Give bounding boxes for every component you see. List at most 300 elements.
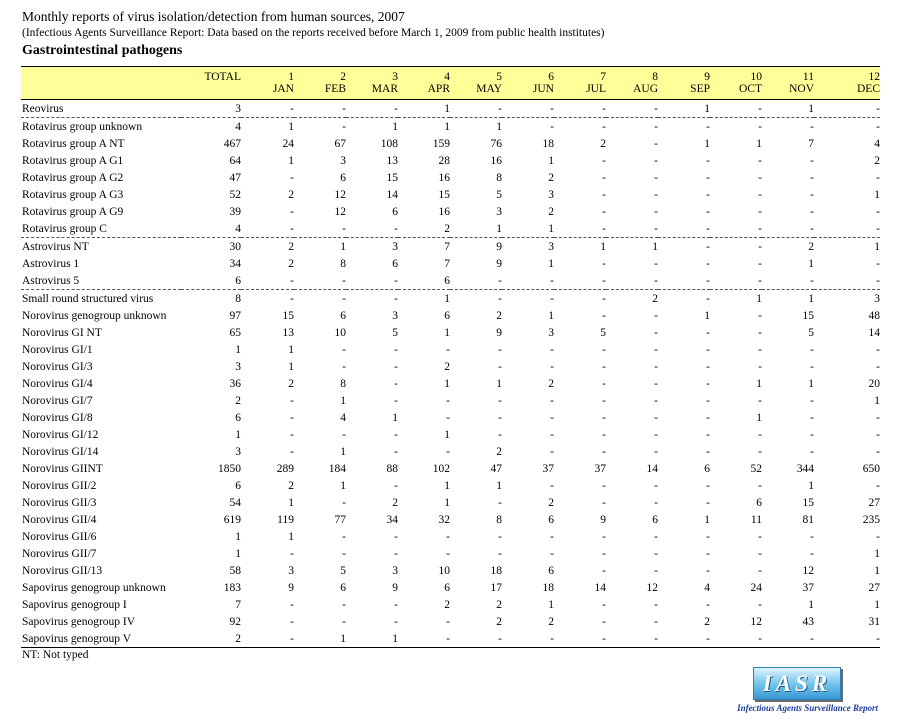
month-cell: -: [758, 564, 762, 577]
month-cell: -: [876, 274, 880, 287]
month-cell: 37: [542, 462, 554, 475]
month-cell: -: [502, 630, 554, 648]
month-cell: 47: [490, 462, 502, 475]
total-cell: 2: [181, 630, 241, 648]
month-cell: 2: [548, 615, 554, 628]
month-cell: -: [706, 360, 710, 373]
header-month-number: 3: [346, 67, 398, 84]
month-cell: 15: [438, 188, 450, 201]
month-cell: -: [810, 394, 814, 407]
pathogen-name: Norovirus GI/12: [22, 428, 99, 441]
month-cell: 1: [346, 118, 398, 136]
month-cell: 119: [277, 513, 294, 526]
month-cell: -: [550, 547, 554, 560]
month-cell: 18: [542, 137, 554, 150]
month-cell: 24: [750, 581, 762, 594]
month-cell: -: [706, 479, 710, 492]
total-cell: 6: [235, 274, 241, 287]
pathogen-name: Norovirus GII/7: [22, 547, 97, 560]
month-cell: -: [554, 118, 606, 136]
month-cell: -: [606, 118, 658, 136]
month-cell: -: [876, 222, 880, 235]
month-cell: -: [446, 394, 450, 407]
month-cell: 1: [704, 513, 710, 526]
month-cell: 1: [704, 309, 710, 322]
header-month-number: 6: [502, 67, 554, 84]
month-cell: 1: [808, 377, 814, 390]
month-cell: -: [394, 547, 398, 560]
month-cell: 2: [496, 598, 502, 611]
header-month-name: MAY: [450, 83, 502, 100]
total-cell: 1850: [218, 462, 241, 475]
month-cell: 3: [288, 564, 294, 577]
month-cell: 3: [340, 154, 346, 167]
table-row: [21, 324, 880, 341]
pathogen-name: Rotavirus group C: [22, 222, 107, 235]
month-cell: -: [706, 205, 710, 218]
table-row: [21, 426, 880, 443]
month-cell: -: [241, 290, 294, 308]
month-cell: 344: [796, 462, 814, 475]
month-cell: -: [658, 238, 710, 256]
month-cell: -: [710, 238, 762, 256]
month-cell: -: [654, 257, 658, 270]
month-cell: 1: [548, 154, 554, 167]
pathogen-name: Rotavirus group A G1: [22, 154, 124, 167]
month-cell: 81: [802, 513, 814, 526]
pathogen-name: Rotavirus group unknown: [21, 118, 181, 136]
month-cell: 1: [606, 238, 658, 256]
month-cell: -: [654, 154, 658, 167]
month-cell: -: [876, 343, 880, 356]
month-cell: -: [758, 205, 762, 218]
month-cell: 10: [438, 564, 450, 577]
month-cell: -: [550, 479, 554, 492]
table-row: [21, 511, 880, 528]
month-cell: -: [290, 598, 294, 611]
month-cell: 9: [496, 326, 502, 339]
month-cell: 43: [802, 615, 814, 628]
table-row: [21, 545, 880, 562]
month-cell: 17: [490, 581, 502, 594]
month-cell: 6: [652, 513, 658, 526]
pathogen-name: Astrovirus 1: [22, 257, 80, 270]
total-cell: 3: [235, 360, 241, 373]
month-cell: 102: [432, 462, 450, 475]
month-cell: 9: [288, 581, 294, 594]
total-cell: 64: [229, 154, 241, 167]
month-cell: 10: [334, 326, 346, 339]
month-cell: -: [554, 630, 606, 648]
month-cell: 1: [450, 118, 502, 136]
month-cell: 184: [328, 462, 346, 475]
month-cell: -: [342, 547, 346, 560]
month-cell: 6: [392, 205, 398, 218]
month-cell: 12: [750, 615, 762, 628]
month-cell: 1: [808, 598, 814, 611]
month-cell: -: [550, 102, 554, 115]
month-cell: -: [758, 530, 762, 543]
month-cell: -: [654, 479, 658, 492]
month-cell: 14: [868, 326, 880, 339]
month-cell: 2: [762, 238, 814, 256]
total-cell: 183: [223, 581, 241, 594]
month-cell: 1: [496, 479, 502, 492]
total-cell: 52: [229, 188, 241, 201]
month-cell: -: [758, 154, 762, 167]
table-row: [21, 118, 880, 136]
month-cell: 108: [380, 137, 398, 150]
month-cell: -: [290, 428, 294, 441]
month-cell: 6: [756, 496, 762, 509]
pathogen-name: Astrovirus 5: [22, 274, 80, 287]
month-cell: -: [876, 257, 880, 270]
month-cell: -: [394, 428, 398, 441]
month-cell: -: [810, 154, 814, 167]
month-cell: 3: [814, 290, 880, 308]
pathogen-name: Norovirus GIINT: [22, 462, 103, 475]
total-cell: 8: [181, 290, 241, 308]
month-cell: 2: [548, 171, 554, 184]
month-cell: -: [654, 445, 658, 458]
header-blank: [181, 83, 241, 100]
month-cell: -: [710, 630, 762, 648]
header-month-number: 8: [606, 67, 658, 84]
month-cell: -: [654, 274, 658, 287]
month-cell: 2: [288, 479, 294, 492]
month-cell: 1: [496, 222, 502, 235]
table-row: [21, 460, 880, 477]
month-cell: -: [876, 479, 880, 492]
month-cell: -: [342, 274, 346, 287]
month-cell: -: [602, 360, 606, 373]
month-cell: -: [658, 630, 710, 648]
month-cell: 235: [862, 513, 880, 526]
table-row: [21, 579, 880, 596]
month-cell: -: [602, 479, 606, 492]
month-cell: 2: [444, 222, 450, 235]
month-cell: -: [814, 630, 880, 648]
month-cell: 6: [340, 171, 346, 184]
pathogen-name: Norovirus GI/7: [22, 394, 93, 407]
month-cell: -: [758, 274, 762, 287]
month-cell: 18: [542, 581, 554, 594]
month-cell: -: [876, 428, 880, 441]
month-cell: 2: [704, 615, 710, 628]
month-cell: 76: [490, 137, 502, 150]
month-cell: -: [550, 445, 554, 458]
month-cell: 1: [548, 222, 554, 235]
month-cell: -: [446, 615, 450, 628]
month-cell: -: [758, 598, 762, 611]
month-cell: -: [602, 205, 606, 218]
month-cell: -: [706, 188, 710, 201]
month-cell: 13: [386, 154, 398, 167]
month-cell: 6: [340, 309, 346, 322]
month-cell: -: [602, 102, 606, 115]
total-cell: 58: [229, 564, 241, 577]
month-cell: 24: [282, 137, 294, 150]
month-cell: 1: [288, 343, 294, 356]
month-cell: 650: [862, 462, 880, 475]
month-cell: -: [706, 428, 710, 441]
month-cell: 1: [288, 530, 294, 543]
month-cell: -: [446, 547, 450, 560]
month-cell: 1: [398, 118, 450, 136]
table-row: [21, 152, 880, 169]
month-cell: 15: [802, 496, 814, 509]
month-cell: 2: [496, 445, 502, 458]
header-month-name: AUG: [606, 83, 658, 100]
month-cell: -: [498, 102, 502, 115]
month-cell: 16: [438, 171, 450, 184]
month-cell: 3: [496, 205, 502, 218]
month-cell: -: [810, 445, 814, 458]
month-cell: 1: [874, 564, 880, 577]
month-cell: 1: [288, 154, 294, 167]
month-cell: -: [342, 598, 346, 611]
month-cell: -: [398, 630, 450, 648]
month-cell: 27: [868, 496, 880, 509]
month-cell: -: [762, 630, 814, 648]
total-cell: 3: [235, 102, 241, 115]
month-cell: 1: [346, 630, 398, 648]
month-cell: 2: [548, 377, 554, 390]
pathogen-name: Norovirus GI NT: [22, 326, 102, 339]
month-cell: 2: [874, 154, 880, 167]
table-row: [21, 392, 880, 409]
pathogen-name: Small round structured virus: [21, 290, 181, 308]
month-cell: -: [654, 428, 658, 441]
month-cell: -: [602, 598, 606, 611]
month-cell: -: [758, 257, 762, 270]
month-cell: -: [602, 188, 606, 201]
header-month-number: 10: [710, 67, 762, 84]
month-cell: 1: [392, 411, 398, 424]
month-cell: -: [342, 530, 346, 543]
month-cell: -: [602, 615, 606, 628]
month-cell: 15: [282, 309, 294, 322]
month-cell: 3: [346, 238, 398, 256]
month-cell: 2: [288, 377, 294, 390]
month-cell: -: [810, 343, 814, 356]
month-cell: 4: [874, 137, 880, 150]
header-month-name: SEP: [658, 83, 710, 100]
month-cell: 8: [340, 377, 346, 390]
table-row: [21, 100, 880, 118]
month-cell: 5: [808, 326, 814, 339]
total-cell: 1: [235, 428, 241, 441]
month-cell: -: [290, 171, 294, 184]
month-cell: -: [342, 428, 346, 441]
month-cell: -: [654, 394, 658, 407]
header-month-name: MAR: [346, 83, 398, 100]
month-cell: -: [758, 428, 762, 441]
table-row: [21, 238, 880, 256]
month-cell: -: [654, 171, 658, 184]
pathogen-name: Norovirus GII/13: [22, 564, 103, 577]
month-cell: 27: [868, 581, 880, 594]
month-cell: -: [602, 343, 606, 356]
iasr-logo: IASR: [753, 667, 841, 700]
month-cell: -: [706, 564, 710, 577]
month-cell: 11: [750, 513, 762, 526]
month-cell: 1: [814, 238, 880, 256]
month-cell: -: [758, 547, 762, 560]
month-cell: -: [602, 411, 606, 424]
month-cell: -: [758, 309, 762, 322]
header-month-name: JUL: [554, 83, 606, 100]
month-cell: -: [658, 290, 710, 308]
logo-caption: Infectious Agents Surveillance Report: [737, 703, 878, 713]
month-cell: -: [876, 360, 880, 373]
month-cell: 67: [334, 137, 346, 150]
month-cell: 1: [444, 102, 450, 115]
month-cell: 1: [444, 479, 450, 492]
header-month-number: 11: [762, 67, 814, 84]
month-cell: -: [654, 564, 658, 577]
month-cell: -: [654, 496, 658, 509]
month-cell: 2: [548, 496, 554, 509]
month-cell: -: [290, 547, 294, 560]
month-cell: -: [706, 343, 710, 356]
total-cell: 65: [229, 326, 241, 339]
month-cell: -: [346, 290, 398, 308]
table-body: [21, 100, 880, 648]
month-cell: -: [342, 222, 346, 235]
month-cell: -: [550, 343, 554, 356]
report-title: Monthly reports of virus isolation/detection from human sources, 2007: [22, 9, 405, 24]
month-cell: 5: [496, 188, 502, 201]
month-cell: -: [446, 411, 450, 424]
month-cell: -: [394, 102, 398, 115]
month-cell: 5: [392, 326, 398, 339]
table-row: [21, 358, 880, 375]
pathogen-name: Norovirus genogroup unknown: [22, 309, 167, 322]
month-cell: 3: [392, 309, 398, 322]
pathogen-name: Norovirus GII/4: [22, 513, 97, 526]
month-cell: 4: [704, 581, 710, 594]
header-month-number: 9: [658, 67, 710, 84]
month-cell: 1: [340, 394, 346, 407]
month-cell: 20: [868, 377, 880, 390]
month-cell: -: [876, 205, 880, 218]
month-cell: -: [394, 445, 398, 458]
month-cell: 2: [606, 290, 658, 308]
month-cell: 1: [808, 257, 814, 270]
month-cell: -: [394, 222, 398, 235]
month-cell: -: [290, 411, 294, 424]
month-cell: -: [654, 205, 658, 218]
month-cell: -: [876, 411, 880, 424]
month-cell: 1: [548, 309, 554, 322]
pathogen-name: Sapovirus genogroup I: [22, 598, 127, 611]
table-row: [21, 307, 880, 324]
month-cell: -: [394, 360, 398, 373]
month-cell: 31: [868, 615, 880, 628]
header-blank: [21, 83, 181, 100]
month-cell: -: [502, 290, 554, 308]
total-cell: 1: [235, 530, 241, 543]
month-cell: -: [706, 171, 710, 184]
month-cell: -: [876, 102, 880, 115]
table-row: [21, 255, 880, 272]
header-month-name: NOV: [762, 83, 814, 100]
total-cell: 619: [223, 513, 241, 526]
header-month-name: OCT: [710, 83, 762, 100]
month-cell: -: [810, 360, 814, 373]
month-cell: 1: [294, 630, 346, 648]
month-cell: 289: [276, 462, 294, 475]
table-row: [21, 186, 880, 203]
month-cell: -: [394, 394, 398, 407]
month-cell: 32: [438, 513, 450, 526]
month-cell: -: [654, 326, 658, 339]
month-cell: -: [602, 377, 606, 390]
month-cell: -: [710, 118, 762, 136]
month-cell: 5: [340, 564, 346, 577]
total-cell: 6: [235, 479, 241, 492]
month-cell: 28: [438, 154, 450, 167]
month-cell: 8: [340, 257, 346, 270]
month-cell: 7: [808, 137, 814, 150]
month-cell: -: [394, 377, 398, 390]
month-cell: 2: [241, 238, 294, 256]
month-cell: -: [342, 496, 346, 509]
month-cell: -: [290, 102, 294, 115]
month-cell: 14: [386, 188, 398, 201]
pathogen-name: Norovirus GI/8: [22, 411, 93, 424]
month-cell: -: [654, 137, 658, 150]
month-cell: -: [450, 630, 502, 648]
month-cell: 3: [392, 564, 398, 577]
month-cell: 3: [502, 238, 554, 256]
month-cell: 6: [704, 462, 710, 475]
month-cell: 6: [444, 581, 450, 594]
month-cell: 15: [802, 309, 814, 322]
month-cell: 9: [450, 238, 502, 256]
month-cell: -: [654, 102, 658, 115]
pathogen-name: Rotavirus group A NT: [22, 137, 125, 150]
month-cell: -: [876, 445, 880, 458]
month-cell: -: [602, 154, 606, 167]
total-cell: 36: [229, 377, 241, 390]
pathogen-name: Reovirus: [22, 102, 64, 115]
month-cell: -: [654, 547, 658, 560]
month-cell: 7: [444, 257, 450, 270]
month-cell: 159: [432, 137, 450, 150]
total-cell: 4: [235, 222, 241, 235]
month-cell: 48: [868, 309, 880, 322]
month-cell: 12: [334, 205, 346, 218]
table-row: [21, 528, 880, 545]
month-cell: 37: [594, 462, 606, 475]
pathogen-name: Rotavirus group A G3: [22, 188, 124, 201]
table-row: [21, 409, 880, 426]
month-cell: -: [498, 394, 502, 407]
pathogen-name: Sapovirus genogroup IV: [22, 615, 136, 628]
pathogen-name: Norovirus GI/4: [22, 377, 93, 390]
month-cell: 4: [340, 411, 346, 424]
total-cell: 92: [229, 615, 241, 628]
header-month-name: DEC: [814, 83, 880, 100]
footnote: NT: Not typed: [22, 649, 89, 661]
month-cell: 52: [750, 462, 762, 475]
pathogen-name: Astrovirus NT: [21, 238, 181, 256]
month-cell: 2: [444, 360, 450, 373]
month-cell: -: [294, 118, 346, 136]
month-cell: -: [290, 222, 294, 235]
